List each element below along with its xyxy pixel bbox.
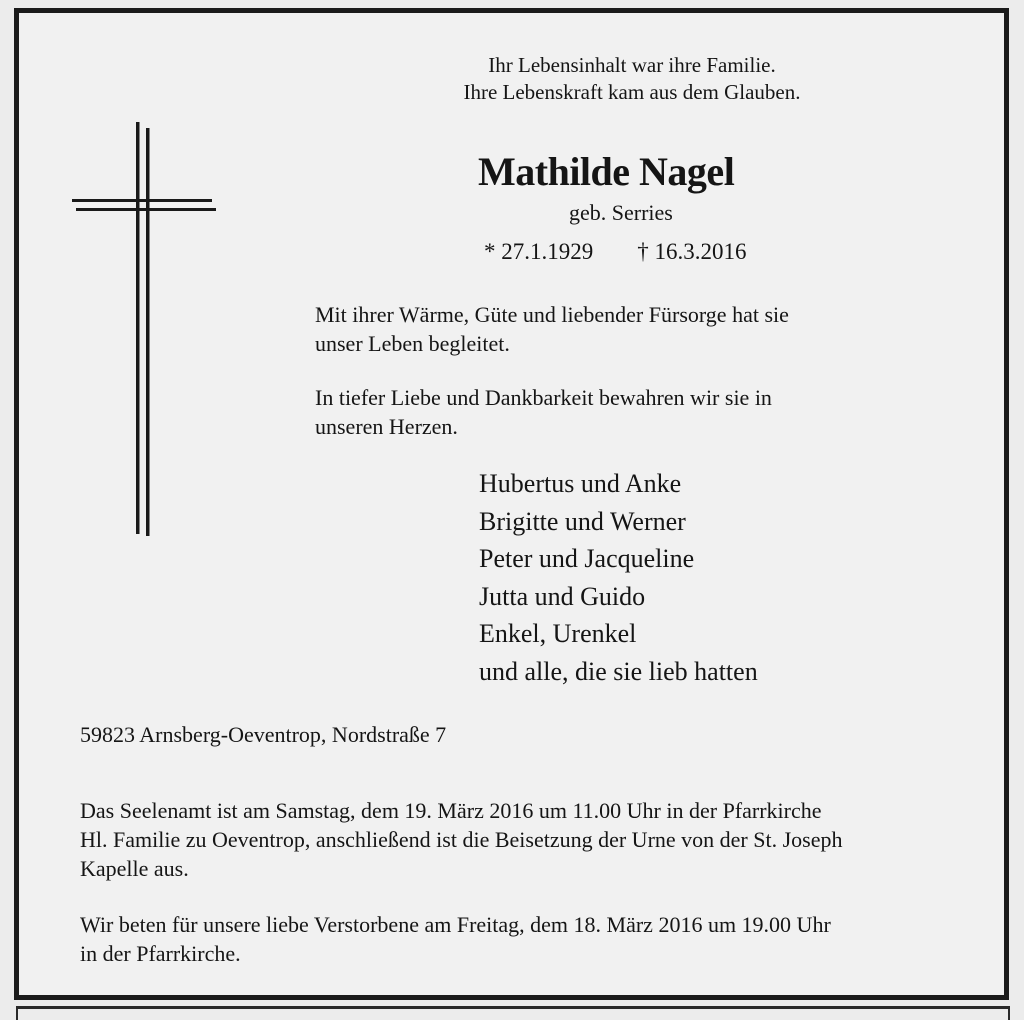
notice-line: Hl. Familie zu Oeventrop, anschließend ist die Beisetzung der Urne von der St. Joseph <box>80 827 843 852</box>
motto-line: Ihre Lebenskraft kam aus dem Glauben. <box>463 80 801 104</box>
notice-line: in der Pfarrkirche. <box>80 941 241 966</box>
life-dates <box>484 239 747 265</box>
mourner-entry: Jutta und Guido <box>479 581 646 611</box>
next-ad-border <box>16 1006 1010 1020</box>
death-date: † 16.3.2016 <box>637 239 747 264</box>
tribute-paragraph <box>315 383 772 441</box>
tribute-line: Mit ihrer Wärme, Güte und liebender Fürsorge hat sie <box>315 302 789 327</box>
motto <box>0 52 1024 106</box>
born-name: geb. Serries <box>569 200 673 225</box>
notice-line: Das Seelenamt ist am Samstag, dem 19. März 2016 um 11.00 Uhr in der Pfarrkirche <box>80 798 822 823</box>
notice-line: Kapelle aus. <box>80 856 189 881</box>
mourner-entry: Brigitte und Werner <box>479 506 686 536</box>
mourner-entry: und alle, die sie lieb hatten <box>479 656 758 686</box>
birth-date: * 27.1.1929 <box>484 239 594 264</box>
tribute-paragraph <box>315 300 789 358</box>
mourner-entry: Enkel, Urenkel <box>479 619 637 648</box>
deceased-name: Mathilde Nagel <box>478 149 735 194</box>
tribute-line: unseren Herzen. <box>315 414 458 439</box>
mourners-list <box>479 465 758 690</box>
tribute-line: In tiefer Liebe und Dankbarkeit bewahren wir sie in <box>315 385 772 410</box>
tribute-line: unser Leben begleitet. <box>315 331 510 356</box>
family-address: 59823 Arnsberg-Oeventrop, Nordstraße 7 <box>80 722 447 747</box>
service-notice <box>80 796 843 883</box>
mourner-entry: Hubertus und Anke <box>479 469 682 498</box>
cross-icon <box>66 122 226 542</box>
motto-line: Ihr Lebensinhalt war ihre Familie. <box>488 53 776 77</box>
mourner-entry: Peter und Jacqueline <box>479 544 695 573</box>
notice-line: Wir beten für unsere liebe Verstorbene am Freitag, dem 18. März 2016 um 19.00 Uhr <box>80 912 831 937</box>
prayer-notice <box>80 910 831 968</box>
